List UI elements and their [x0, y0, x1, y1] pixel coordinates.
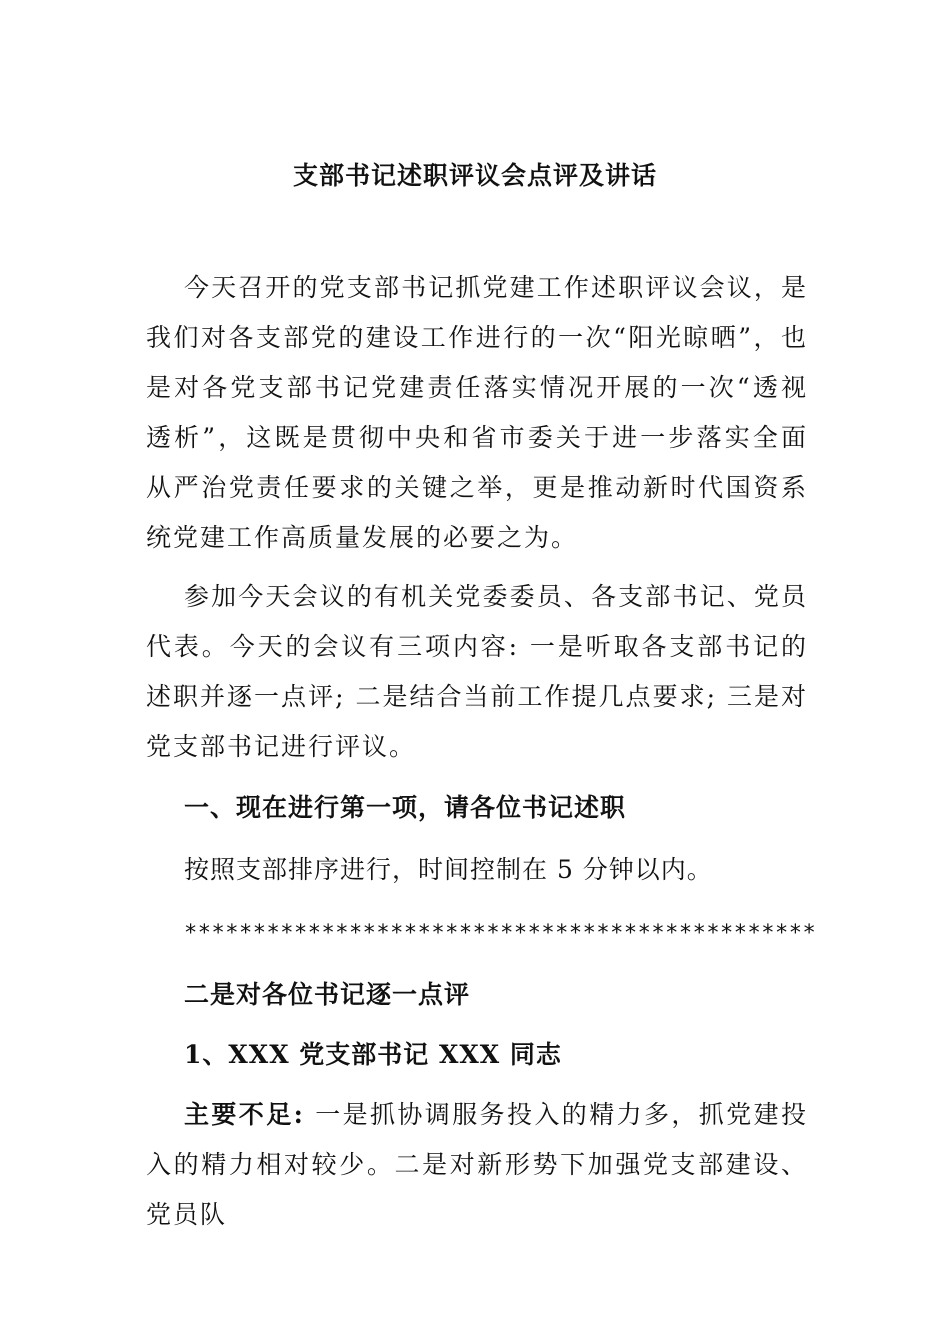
- section-heading-first-item: 一、现在进行第一项，请各位书记述职: [184, 793, 627, 822]
- document-title: 支部书记述职评议会点评及讲话: [292, 161, 657, 190]
- section-heading-comments: 二是对各位书记逐一点评: [184, 980, 471, 1009]
- subsection-heading-branch-secretary: 1、XXX 党支部书记 XXX 同志: [184, 1040, 562, 1069]
- ordering-instruction: 按照支部排序进行，时间控制在 5 分钟以内。: [184, 855, 713, 884]
- attendees-paragraph: 参加今天会议的有机关党委委员、各支部书记、党员代表。今天的会议有三项内容: 一是听取各支部书记的述职并逐一点评; 二是结合当前工作提几点要求; 三是对党支部书记进行评议。: [146, 582, 808, 761]
- shortcomings-paragraph: [146, 1090, 808, 1240]
- opening-paragraph: 今天召开的党支部书记抓党建工作述职评议会议，是我们对各支部党的建设工作进行的一次“阳光晾晒”，也是对各党支部书记党建责任落实情况开展的一次“透视透析”，这既是贯彻中央和省市委关于进一步落实全面从严治党责任要求的关键之举，更是推动新时代国资系统党建工作高质量发展的必要之为。: [146, 273, 808, 552]
- shortcomings-label: 主要不足:: [184, 1100, 305, 1129]
- shortcomings-text: 一是抓协调服务投入的精力多，抓党建投入的精力相对较少。二是对新形势下加强党支部建设、党员队: [146, 1100, 809, 1229]
- asterisk-separator: **********************************************: [184, 921, 817, 946]
